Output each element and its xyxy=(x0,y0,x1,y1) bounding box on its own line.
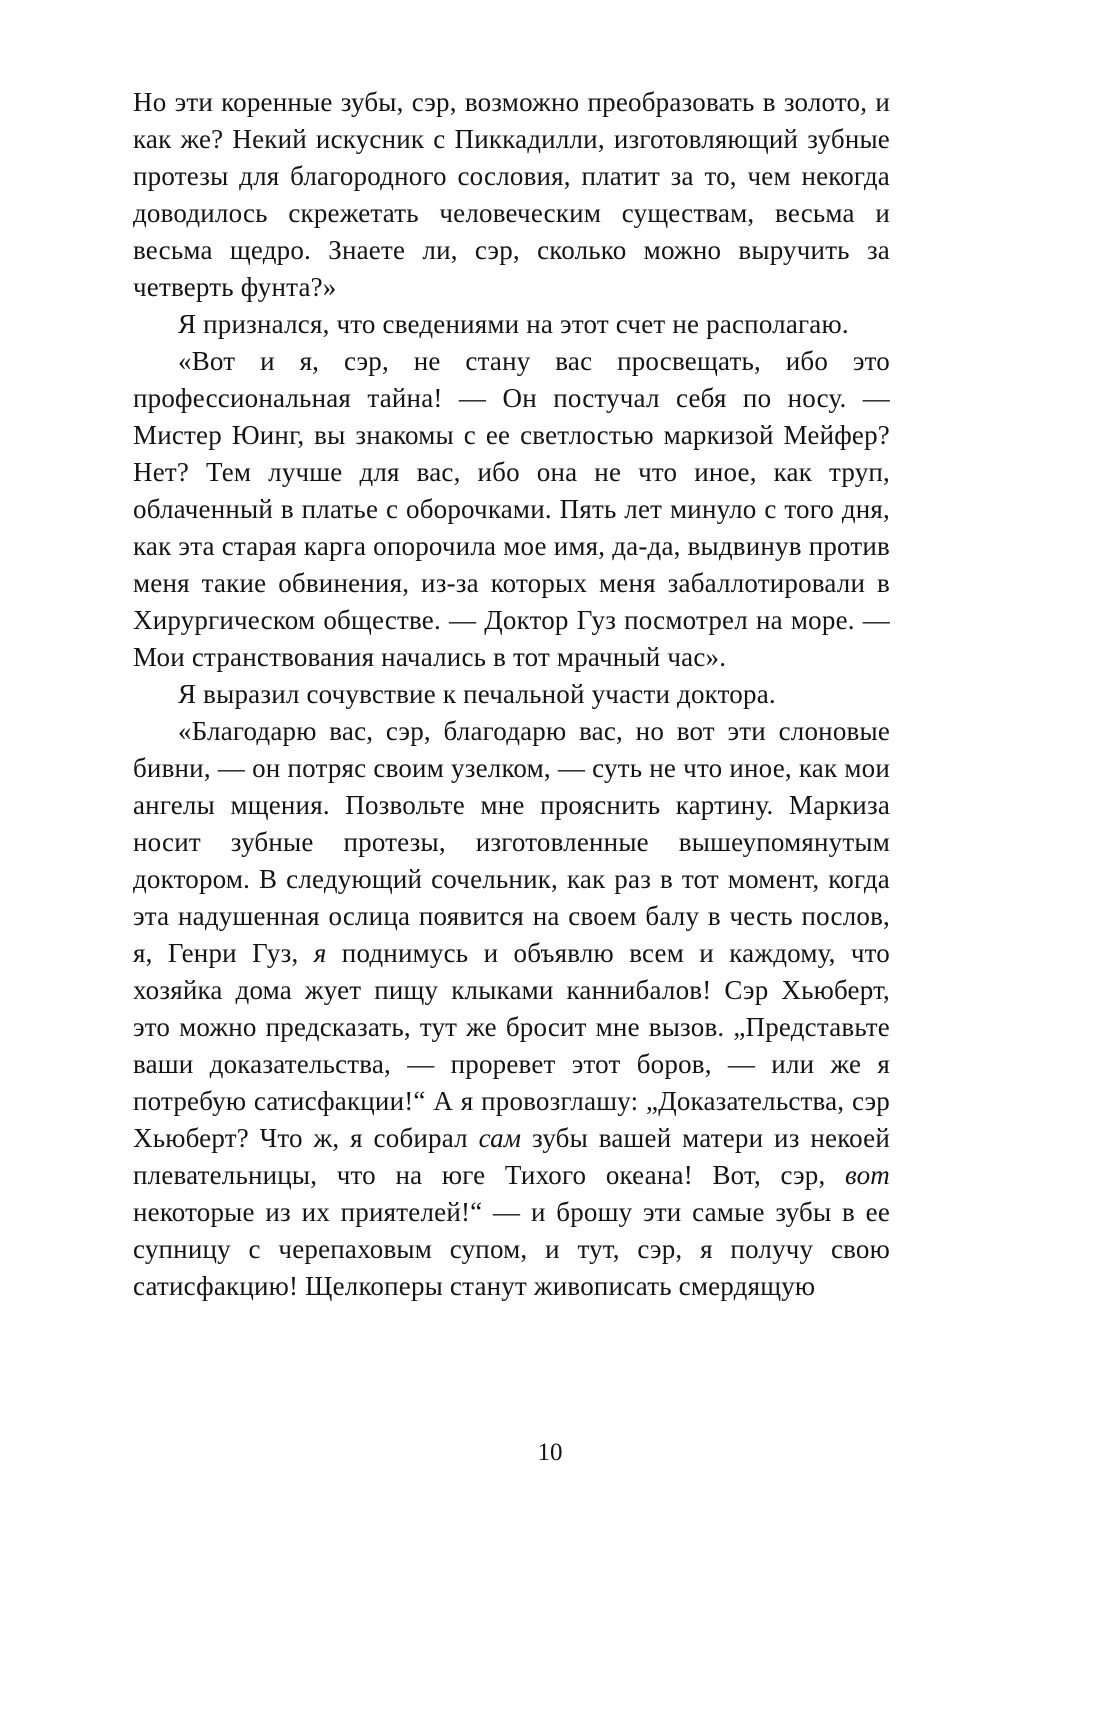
text-segment: Я выразил сочувствие к печальной участи доктора. xyxy=(178,679,776,709)
paragraph xyxy=(133,676,890,713)
page-number: 10 xyxy=(537,1439,563,1466)
text-segment: Я признался, что сведениями на этот счет не располагаю. xyxy=(178,309,849,339)
text-segment: «Благодарю вас, сэр, благодарю вас, но вот эти слоновые бивни, — он потряс своим узелком, — суть не что иное, как мои ангелы мщения. Позвольте мне прояснить картину. Маркиза носит зубные протезы, изготовленные вышеупомянутым доктором. В следующий сочельник, как раз в тот момент, когда эта надушенная ослица появится на своем балу в честь послов, я, Генри Гуз, xyxy=(133,716,890,968)
paragraph xyxy=(133,713,890,1305)
text-segment: «Вот и я, сэр, не стану вас просвещать, ибо это профессиональная тайна! — Он постучал себя по носу. — Мистер Юинг, вы знакомы с ее светлостью маркизой Мейфер? Нет? Тем лучше для вас, ибо она не что иное, как труп, облаченный в платье с оборочками. Пять лет минуло с того дня, как эта старая карга опорочила мое имя, да-да, выдвинув против меня такие обвинения, из-за которых меня забаллотировали в Хирургическом обществе. — Доктор Гуз посмотрел на море. — Мои странствования начались в тот мрачный час». xyxy=(133,346,890,672)
text-segment-italic: вот xyxy=(845,1160,890,1190)
text-segment: Но эти коренные зубы, сэр, возможно преобразовать в золото, и как же? Некий искусник с Пиккадилли, изготовляющий зубные протезы для благородного сословия, платит за то, чем некогда доводилось скрежетать человеческим существам, весьма и весьма щедро. Знаете ли, сэр, сколько можно выручить за четверть фунта?» xyxy=(133,87,890,302)
page-text xyxy=(133,84,890,1305)
paragraph xyxy=(133,84,890,306)
paragraph xyxy=(133,343,890,676)
text-segment: зубы вашей матери из некоей плевательницы, что на юге Тихого океана! Вот, сэр, xyxy=(133,1123,891,1190)
text-segment: некоторые из их приятелей!“ — и брошу эти самые зубы в ее супницу с черепаховым супом, и тут, сэр, я получу свою сатисфакцию! Щелкоперы станут живописать смердящую xyxy=(133,1197,890,1301)
text-segment-italic: я xyxy=(313,938,327,968)
paragraph xyxy=(133,306,890,343)
text-segment: поднимусь и объявлю всем и каждому, что хозяйка дома жует пищу клыками каннибалов! Сэр Хьюберт, это можно предсказать, тут же бросит мне вызов. „Представьте ваши доказательства, — проревет этот боров, — или же я потребую сатисфакции!“ А я провозглашу: „Доказательства, сэр Хьюберт? Что ж, я собирал xyxy=(133,938,890,1153)
text-segment-italic: сам xyxy=(478,1123,522,1153)
